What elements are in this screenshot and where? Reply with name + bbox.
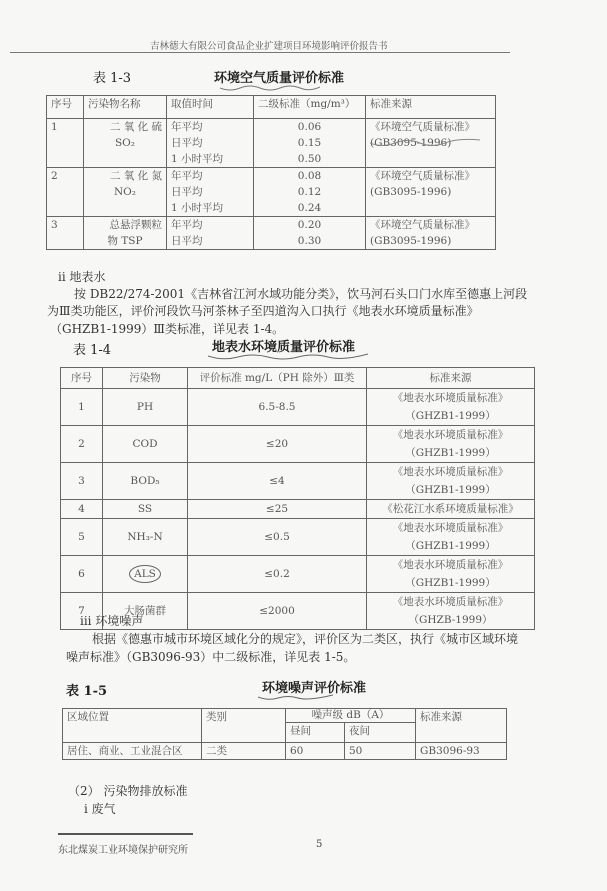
source: 《地表水环境质量标准》: [392, 429, 509, 441]
row-no: 7: [61, 593, 103, 630]
row-no: 1: [47, 119, 84, 168]
row-no: 3: [47, 217, 84, 250]
col-header: 标准来源: [367, 368, 535, 389]
source: 《地表水环境质量标准》: [392, 466, 509, 478]
col-header: 标准来源: [366, 96, 496, 119]
standard: ≤2000: [188, 593, 367, 630]
time: 日平均: [171, 137, 203, 149]
row-no: 2: [47, 168, 84, 217]
source-code: (GB3095-1996): [370, 137, 452, 149]
paragraph-line: 按 DB22/274-2001《吉林省江河水域功能分类》，饮马河石头口门水库至德惠上河段: [74, 287, 528, 301]
subsection-heading: i 废气: [84, 802, 116, 816]
source: 《环境空气质量标准》: [370, 219, 475, 231]
source-code: (GB3095-1996): [370, 186, 452, 198]
row-no: 4: [61, 500, 103, 519]
table-row: [61, 463, 535, 500]
paragraph-line: 为Ⅲ类功能区，评价河段饮马河茶林子至四道沟入口执行《地表水环境质量标准》: [47, 304, 479, 318]
pollutant-name: 二 氧 化 氮: [109, 170, 162, 182]
row-no: 5: [61, 519, 103, 556]
table-1-5: [62, 708, 507, 760]
col-header: 噪声级 dB（A）: [286, 709, 416, 723]
pollutant: PH: [103, 389, 188, 426]
table-label: 表 1-5: [66, 684, 108, 699]
source-code: （GHZB1-1999）: [405, 484, 496, 496]
night-level: 50: [345, 743, 416, 760]
pollutant: SS: [103, 500, 188, 519]
table-row: [63, 743, 507, 760]
col-header: 昼间: [286, 723, 345, 743]
table-row: [61, 426, 535, 463]
running-header: 吉林德大有限公司食品企业扩建项目环境影响评价报告书: [150, 41, 388, 52]
category: 二类: [202, 743, 286, 760]
table-row: [61, 519, 535, 556]
standard: 6.5-8.5: [188, 389, 367, 426]
time: 年平均: [171, 219, 203, 231]
col-header: 二级标准（mg/m³）: [254, 96, 366, 119]
table-row: [47, 217, 496, 250]
col-header: 夜间: [345, 723, 416, 743]
pollutant: BOD₅: [103, 463, 188, 500]
section-heading: iii 环境噪声: [80, 614, 144, 628]
pollutant: 大肠菌群: [103, 593, 188, 630]
standard: ≤0.2: [188, 556, 367, 593]
source: 《地表水环境质量标准》: [392, 559, 509, 571]
source-code: （GHZB1-1999）: [405, 410, 496, 422]
header-rule: [10, 52, 510, 53]
time: 1 小时平均: [171, 153, 224, 165]
pollutant-circled: ALS: [129, 565, 161, 583]
source: 《环境空气质量标准》: [370, 170, 475, 182]
paragraph-line: 根据《德惠市城市环境区域化分的规定》，评价区为二类区，执行《城市区域环境: [92, 632, 519, 646]
table-label: 表 1-4: [73, 343, 112, 358]
footer-org: 东北煤炭工业环境保护研究所: [58, 845, 188, 856]
handwritten-underline: [208, 353, 368, 361]
source-code: （GHZB1-1999）: [405, 577, 496, 589]
table-title: 环境噪声评价标准: [262, 681, 367, 696]
time: 年平均: [171, 121, 203, 133]
col-header: 序号: [61, 368, 103, 389]
pollutant-formula: 物 TSP: [107, 235, 143, 247]
value: 0.50: [297, 153, 322, 165]
section-heading: ii 地表水: [58, 270, 106, 284]
section-heading: （2） 污染物排放标准: [68, 784, 188, 798]
table-1-3: [46, 95, 496, 250]
table-row: [61, 389, 535, 426]
table-title: 地表水环境质量评价标准: [212, 340, 356, 355]
col-header: 污染物: [103, 368, 188, 389]
table-1-4: [60, 367, 535, 630]
source: 《地表水环境质量标准》: [392, 596, 509, 608]
source-code: （GHZB1-1999）: [405, 540, 496, 552]
col-header: 评价标准 mg/L（PH 除外）Ⅲ类: [188, 368, 367, 389]
pollutant-name: 总悬浮颗粒: [109, 219, 162, 231]
pollutant: COD: [103, 426, 188, 463]
pollutant-formula: NO₂: [113, 186, 136, 198]
row-no: 1: [61, 389, 103, 426]
table-row: [61, 500, 535, 519]
source-code: （GHZB-1999）: [408, 614, 493, 626]
source: 《地表水环境质量标准》: [392, 522, 509, 534]
row-no: 3: [61, 463, 103, 500]
pollutant-formula: SO₂: [114, 137, 135, 149]
handwritten-underline: [220, 84, 320, 92]
standard: ≤25: [188, 500, 367, 519]
table-title: 环境空气质量评价标准: [214, 71, 345, 86]
col-header: 取值时间: [167, 96, 254, 119]
table-label: 表 1-3: [93, 71, 132, 86]
page-number: 5: [316, 839, 323, 850]
value: 0.12: [297, 186, 322, 198]
source-code: （GHZB1-1999）: [405, 447, 496, 459]
standard: ≤0.5: [188, 519, 367, 556]
day-level: 60: [286, 743, 345, 760]
value: 0.24: [297, 202, 322, 214]
row-no: 2: [61, 426, 103, 463]
standard: ≤4: [188, 463, 367, 500]
time: 1 小时平均: [171, 202, 224, 214]
col-header: 类别: [202, 709, 286, 743]
row-no: 6: [61, 556, 103, 593]
source: 《环境空气质量标准》: [370, 121, 475, 133]
table-row: [61, 556, 535, 593]
paragraph-line: 噪声标准》（GB3096-93）中二级标准，详见表 1-5。: [66, 650, 356, 664]
standard: ≤20: [188, 426, 367, 463]
handwritten-underline: [258, 694, 333, 702]
value: 0.06: [297, 121, 322, 133]
pollutant: NH₃-N: [103, 519, 188, 556]
time: 日平均: [171, 235, 203, 247]
source: 《地表水环境质量标准》: [392, 392, 509, 404]
col-header: 标准来源: [416, 709, 507, 743]
source-code: (GB3095-1996): [370, 235, 452, 247]
source: 《松花江水系环境质量标准》: [367, 500, 535, 519]
pollutant-name: 二 氧 化 硫: [109, 121, 162, 133]
footer-rule: [58, 833, 193, 835]
time: 日平均: [171, 186, 203, 198]
source: GB3096-93: [416, 743, 507, 760]
area: 居住、商业、工业混合区: [63, 743, 202, 760]
handwritten-underline: [370, 138, 480, 148]
col-header: 区域位置: [63, 709, 202, 743]
col-header: 污染物名称: [84, 96, 167, 119]
value: 0.20: [297, 219, 322, 231]
value: 0.30: [297, 235, 322, 247]
value: 0.08: [297, 170, 322, 182]
time: 年平均: [171, 170, 203, 182]
value: 0.15: [297, 137, 322, 149]
paragraph-line: （GHZB1-1999）Ⅲ类标准，详见表 1-4。: [50, 322, 285, 336]
table-row: [47, 168, 496, 217]
col-header: 序号: [47, 96, 84, 119]
